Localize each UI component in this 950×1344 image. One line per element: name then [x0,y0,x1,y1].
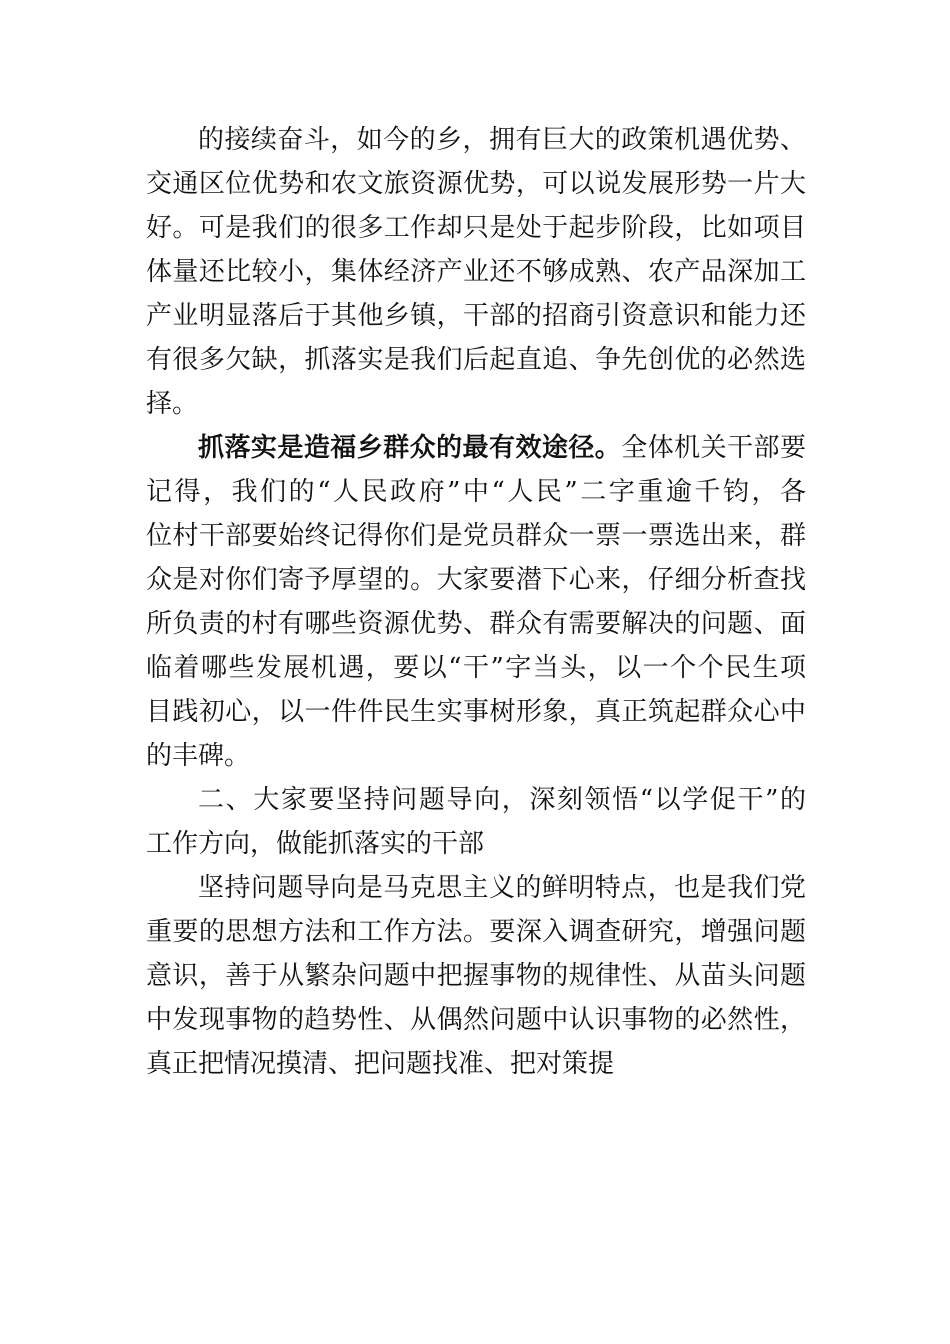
emphasis-heading: 抓落实是造福乡群众的最有效途径。 [198,433,622,463]
text-line: 交通区位优势和农文旅资源优势，可以说发展形势一片大 [146,169,806,199]
text-span: 全体机关干部要 [621,433,806,463]
text-line: 中发现事物的趋势性、从偶然问题中认识事物的必然性， [146,1005,806,1035]
text-line: 的接续奋斗，如今的乡，拥有巨大的政策机遇优势、 [198,125,806,155]
section-heading [146,778,806,866]
text-line [146,426,806,470]
text-line: 的丰碑。 [146,741,251,771]
text-line: 有很多欠缺，抓落实是我们后起直追、争先创优的必然选 [146,345,806,375]
text-line: 临着哪些发展机遇，要以“干”字当头，以一个个民生项 [146,653,806,683]
text-line: 好。可是我们的很多工作却只是处于起步阶段，比如项目 [146,213,806,243]
text-line: 位村干部要始终记得你们是党员群众一票一票选出来，群 [146,521,806,551]
text-line: 记得，我们的“人民政府”中“人民”二字重逾千钧，各 [146,477,806,507]
text-line: 坚持问题导向是马克思主义的鲜明特点，也是我们党 [198,873,806,903]
text-line: 产业明显落后于其他乡镇，干部的招商引资意识和能力还 [146,301,806,331]
body-text [146,118,806,1086]
text-line: 二、大家要坚持问题导向，深刻领悟“以学促干”的 [198,785,806,815]
text-line: 意识，善于从繁杂问题中把握事物的规律性、从苗头问题 [146,961,806,991]
text-line: 所负责的村有哪些资源优势、群众有需要解决的问题、面 [146,609,806,639]
paragraph [146,118,806,426]
text-line: 体量还比较小，集体经济产业还不够成熟、农产品深加工 [146,257,806,287]
text-line: 重要的思想方法和工作方法。要深入调查研究，增强问题 [146,917,806,947]
paragraph [146,866,806,1086]
text-line: 择。 [146,389,199,419]
text-line: 目践初心，以一件件民生实事树形象，真正筑起群众心中 [146,697,806,727]
text-line: 众是对你们寄予厚望的。大家要潜下心来，仔细分析查找 [146,565,806,595]
text-line: 工作方向，做能抓落实的干部 [146,829,485,859]
text-line: 真正把情况摸清、把问题找准、把对策提 [146,1049,615,1079]
paragraph [146,426,806,778]
